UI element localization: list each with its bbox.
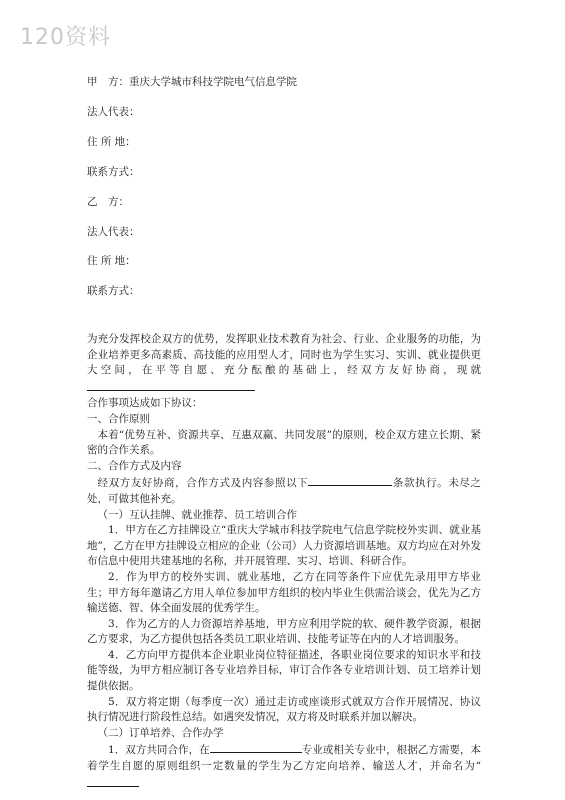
watermark-logo: 120资料 (20, 25, 111, 50)
clause-6-text-a: 1．双方共同合作，在 (108, 744, 210, 757)
clause-4: 4．乙方向甲方提供本企业职业岗位特征描述，各职业岗位要求的知识水平和技能等级，为甲方相应制订各专业培养目标，审订合作各专业培训计划、员工培养计划提供依据。 (87, 648, 481, 693)
party-b-contact-field (87, 284, 140, 298)
field-label: 乙 方： (87, 196, 129, 208)
party-b-field (87, 195, 129, 209)
party-b-address-field (87, 254, 136, 268)
major-blank (210, 741, 302, 753)
section-1-title: 一、合作原则 (87, 412, 150, 425)
field-label: 联系方式： (87, 166, 140, 178)
section-1-text: 本着“优势互补、资源共享、互惠双赢、共同发展”的原则，校企双方建立长期、紧密的合作关系。 (87, 428, 481, 457)
intro-text: 为充分发挥校企双方的优势，发挥职业技术教育为社会、行业、企业服务的功能，为企业培养更多高素质、高技能的应用型人才，同时也为学生实习、实训、就业提供更大空间，在平等自愿、充分酝酿的基础上，经双方友好协商，现就 (87, 333, 481, 377)
clause-3: 3．作为乙方的人力资源培养基地，甲方应利用学院的软、硬件教学资源，根据乙方要求，为乙方提供包括各类员工职业培训、技能考证等在内的人才培训服务。 (87, 617, 481, 646)
field-value: 重庆大学城市科技学院电气信息学院 (129, 76, 297, 88)
clause-6 (87, 741, 481, 792)
field-label: 住 所 地： (87, 255, 136, 267)
cooperation-blank (87, 379, 255, 391)
program-name-blank (87, 775, 139, 787)
party-a-field (87, 75, 297, 89)
section-2-text (87, 474, 481, 507)
agreement-body (87, 332, 481, 792)
intro-line-2: 合作事项达成如下协议： (87, 397, 203, 410)
clause-6-text-b: 专业或相关专业中，根据乙方需要，本着学生自愿的原则组织一定数量的学生为乙方定向培养、输送人才，并命名为“ (87, 744, 481, 773)
clause-blank (308, 474, 392, 486)
party-b-legal-rep-field (87, 225, 140, 239)
field-label: 法人代表： (87, 106, 140, 118)
section-2-text-a: 经双方友好协商，合作方式及内容参照以下 (97, 477, 309, 490)
field-label: 住 所 地： (87, 136, 136, 148)
section-2-title: 二、合作方式及内容 (87, 459, 182, 472)
clause-5: 5．双方将定期（每季度一次）通过走访或座谈形式就双方合作开展情况、协议执行情况进行阶段性总结。如遇突发情况，双方将及时联系并加以解决。 (87, 695, 481, 724)
party-a-contact-field (87, 165, 140, 179)
field-label: 联系方式： (87, 285, 140, 297)
field-label: 法人代表： (87, 226, 140, 238)
subsection-1-title: （一）互认挂牌、就业推荐、员工培训合作 (97, 508, 297, 521)
party-a-legal-rep-field (87, 105, 140, 119)
party-a-address-field (87, 135, 136, 149)
clause-2: 2．作为甲方的校外实训、就业基地，乙方在同等条件下应优先录用甲方毕业生；甲方每年邀请乙方用人单位参加甲方组织的校内毕业生供需洽谈会，优先为乙方输送德、智、体全面发展的优秀学生。 (87, 570, 481, 615)
field-label: 甲 方： (87, 76, 129, 88)
subsection-2-title: （二）订单培养、合作办学 (97, 726, 224, 739)
section-2-text-b: 条款执行。未尽之处，可做其他补充。 (87, 477, 482, 505)
clause-1: 1．甲方在乙方挂牌设立“重庆大学城市科技学院电气信息学院校外实训、就业基地”，乙方在甲方挂牌设立相应的企业（公司）人力资源培训基地。双方均应在对外发布信息中使用共建基地的名称，并开展管理、实习、培训、科研合作。 (87, 524, 481, 568)
intro-paragraph (87, 332, 481, 396)
